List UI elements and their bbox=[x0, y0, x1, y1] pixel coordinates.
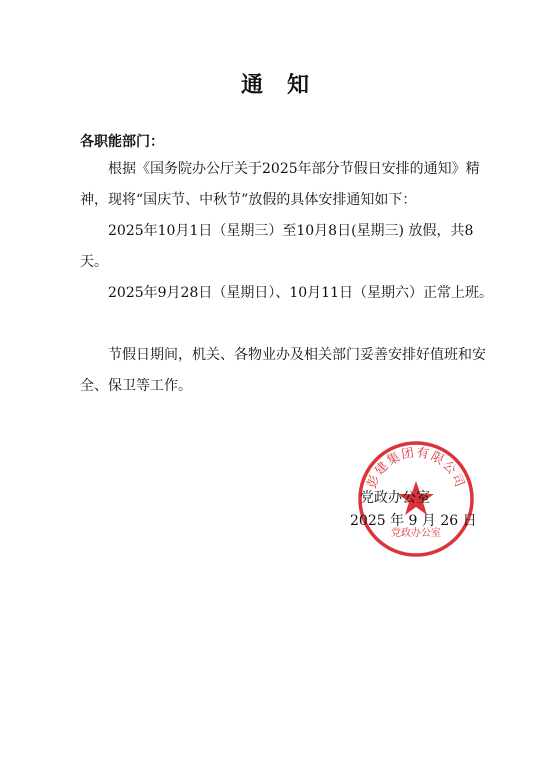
seal-arc-textpath: 彭建集团有限公司 bbox=[363, 444, 469, 491]
issue-date: 2025 年 9 月 26 日 bbox=[350, 513, 477, 529]
page-title bbox=[0, 68, 550, 99]
paragraph-3: 2025年9月28日（星期日）、10月11日（星期六）正常上班。 bbox=[108, 285, 493, 301]
title-char-1: 通 bbox=[240, 73, 263, 98]
title-char-2: 知 bbox=[287, 73, 310, 98]
salutation: 各职能部门： bbox=[80, 134, 164, 150]
seal-center-text: 党政办公室 bbox=[391, 528, 441, 539]
paragraph-2: 2025年10月1日（星期三）至10月8日(星期三) 放假，共8天。 bbox=[80, 223, 474, 270]
paragraph-4: 节假日期间，机关、各物业办及相关部门妥善安排好值班和安全、保卫等工作。 bbox=[80, 347, 486, 394]
signature-department: 党政办公室 bbox=[360, 490, 430, 506]
paragraph-1: 根据《国务院办公厅关于2025年部分节假日安排的通知》精神，现将“国庆节、中秋节”放假的具体安排通知如下： bbox=[80, 161, 480, 208]
